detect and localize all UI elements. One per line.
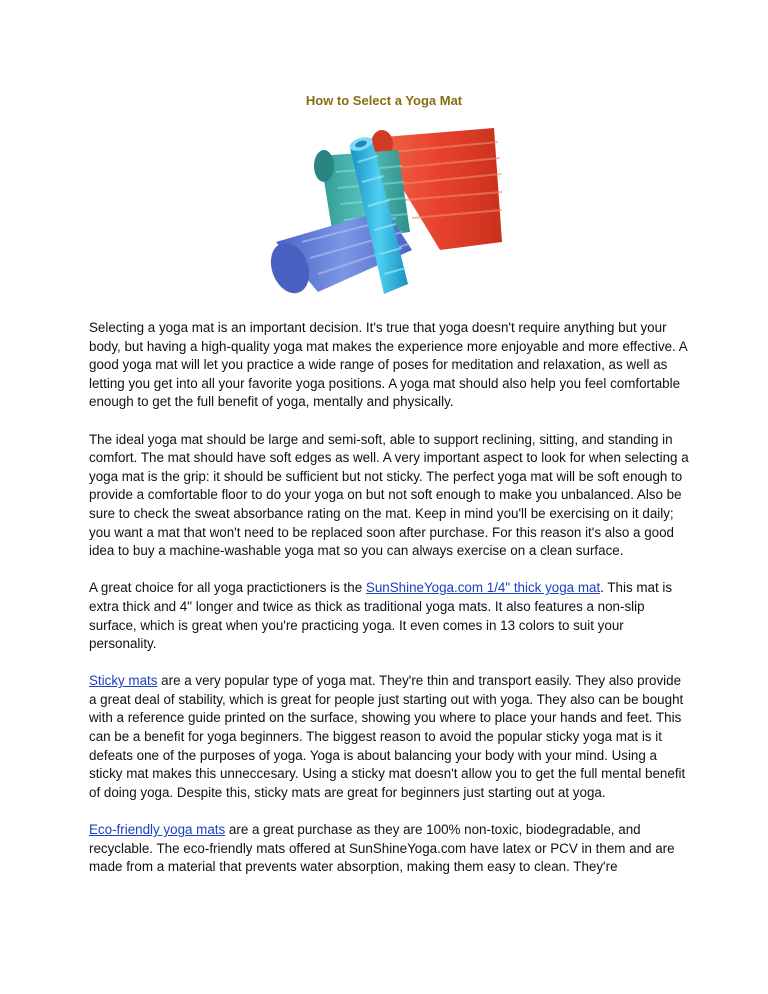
- paragraph-text: are a great purchase as they are 100% non-toxic, biodegradable, and recyclable. The eco-friendly mats offered at SunShineYoga.com have latex or PCV in them and are made from a material that prevents water absorption, making them easy to clean. They're: [89, 822, 675, 875]
- paragraph-text: are a very popular type of yoga mat. They're thin and transport easily. They also provide a great deal of stability, which is great for people just starting out with yoga. They also can be bought with a reference guide printed on the surface, showing you where to place your hands and feet. This can be a benefit for yoga beginners. The biggest reason to avoid the popular sticky yoga mat is it defeats one of the purposes of yoga. Yoga is about balancing your body with your mind. Using a sticky mat makes this unneccesary. Using a sticky mat doesn't allow you to get the full mental benefit of doing yoga. Despite this, sticky mats are great for beginners just starting out at yoga.: [89, 673, 686, 800]
- eco-friendly-mats-link[interactable]: Eco-friendly yoga mats: [89, 822, 226, 838]
- yoga-mats-illustration: [262, 122, 508, 298]
- paragraph-text: . This mat is extra thick and 4" longer and twice as thick as traditional yoga mats. It also features a non-slip surface, which is great when you're practicing yoga. It even comes in 13 colors to suit your personality.: [89, 580, 673, 652]
- paragraph-ideal-mat: The ideal yoga mat should be large and semi-soft, able to support reclining, sitting, and standing in comfort. The mat should have soft edges as well. A very important aspect to look for when selecting a yoga mat is the grip: it should be sufficient but not sticky. The perfect yoga mat will be soft enough to provide a comfortable floor to do your yoga on but not soft enough to make you unbalanced. Also be sure to check the sweat absorbance rating on the mat. Keep in mind you'll be exercising on it daily; you want a mat that won't need to be replaced soon after purchase. For this reason it's also a good idea to buy a machine-washable yoga mat so you can always exercise on a clean surface.: [89, 431, 689, 559]
- sticky-mats-link[interactable]: Sticky mats: [89, 673, 158, 689]
- article-body: [89, 319, 689, 895]
- sunshine-yoga-mat-link[interactable]: SunShineYoga.com 1/4" thick yoga mat: [365, 580, 601, 596]
- yoga-mats-image: [262, 122, 508, 298]
- paragraph-intro: Selecting a yoga mat is an important decision. It's true that yoga doesn't require anything but your body, but having a high-quality yoga mat makes the experience more enjoyable and more effective. A good yoga mat will let you practice a wide range of poses for meditation and relaxation, as well as letting you get into all your favorite yoga positions. A yoga mat should also help you feel comfortable enough to get the full benefit of yoga, mentally and physically.: [89, 320, 687, 410]
- paragraph-sticky-mats: [89, 672, 689, 802]
- paragraph-sunshine-mat: [89, 579, 689, 653]
- page-title: How to Select a Yoga Mat: [305, 93, 463, 108]
- paragraph-text: A great choice for all yoga practictioners is the: [89, 580, 366, 596]
- paragraph-eco-friendly-mats: [89, 821, 689, 877]
